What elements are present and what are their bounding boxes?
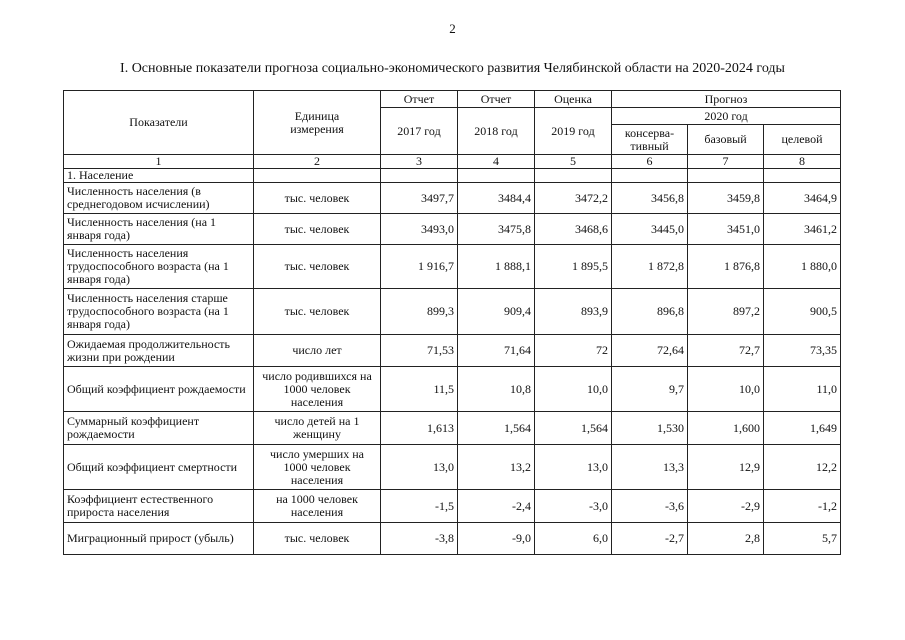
table-row bbox=[64, 523, 841, 555]
table-row bbox=[64, 412, 841, 445]
row-value: 3484,4 bbox=[458, 183, 535, 214]
row-value: 1 872,8 bbox=[612, 245, 688, 289]
row-value: 3459,8 bbox=[688, 183, 764, 214]
section-title: 1. Население bbox=[64, 169, 254, 183]
row-value: 897,2 bbox=[688, 289, 764, 335]
table-row bbox=[64, 367, 841, 412]
row-value: 893,9 bbox=[535, 289, 612, 335]
row-value: 3445,0 bbox=[612, 214, 688, 245]
header-year-2020: 2020 год bbox=[612, 108, 841, 125]
row-value: 13,3 bbox=[612, 445, 688, 490]
row-unit: тыс. человек bbox=[254, 523, 381, 555]
row-value: 1 888,1 bbox=[458, 245, 535, 289]
table-row bbox=[64, 289, 841, 335]
row-unit: число родившихся на 1000 человек населения bbox=[254, 367, 381, 412]
table-row bbox=[64, 445, 841, 490]
section-row bbox=[64, 169, 841, 183]
row-unit: число детей на 1 женщину bbox=[254, 412, 381, 445]
table-row bbox=[64, 245, 841, 289]
row-indicator: Коэффициент естественного прироста населения bbox=[64, 490, 254, 523]
row-value: 1,564 bbox=[458, 412, 535, 445]
row-unit: тыс. человек bbox=[254, 245, 381, 289]
header-conservative: консерва-тивный bbox=[612, 125, 688, 155]
row-value: 6,0 bbox=[535, 523, 612, 555]
row-value: 5,7 bbox=[764, 523, 841, 555]
column-number: 2 bbox=[254, 155, 381, 169]
row-value: 3461,2 bbox=[764, 214, 841, 245]
row-unit: тыс. человек bbox=[254, 289, 381, 335]
row-value: 12,9 bbox=[688, 445, 764, 490]
row-unit: на 1000 человек населения bbox=[254, 490, 381, 523]
header-unit: Единица измерения bbox=[254, 91, 381, 155]
row-value: 11,0 bbox=[764, 367, 841, 412]
row-unit: тыс. человек bbox=[254, 183, 381, 214]
row-value: 896,8 bbox=[612, 289, 688, 335]
row-value: 71,64 bbox=[458, 335, 535, 367]
row-indicator: Общий коэффициент смертности bbox=[64, 445, 254, 490]
row-value: 3472,2 bbox=[535, 183, 612, 214]
column-number: 8 bbox=[764, 155, 841, 169]
row-value: 1 916,7 bbox=[381, 245, 458, 289]
row-value: -1,2 bbox=[764, 490, 841, 523]
row-value: 10,8 bbox=[458, 367, 535, 412]
column-number: 6 bbox=[612, 155, 688, 169]
header-year-2019: 2019 год bbox=[535, 108, 612, 155]
row-value: 1,600 bbox=[688, 412, 764, 445]
row-value: 1,564 bbox=[535, 412, 612, 445]
page-title: I. Основные показатели прогноза социально-экономического развития Челябинской области на 2020-2024 годы bbox=[120, 61, 785, 76]
row-value: -3,6 bbox=[612, 490, 688, 523]
indicators-table bbox=[63, 90, 841, 555]
row-value: 3456,8 bbox=[612, 183, 688, 214]
row-value: -2,7 bbox=[612, 523, 688, 555]
column-number: 7 bbox=[688, 155, 764, 169]
row-value: 72,64 bbox=[612, 335, 688, 367]
column-numbers-row bbox=[64, 155, 841, 169]
row-value: -2,4 bbox=[458, 490, 535, 523]
row-value: 3493,0 bbox=[381, 214, 458, 245]
row-value: 73,35 bbox=[764, 335, 841, 367]
header-indicators: Показатели bbox=[64, 91, 254, 155]
row-value: 909,4 bbox=[458, 289, 535, 335]
table-row bbox=[64, 214, 841, 245]
column-number: 4 bbox=[458, 155, 535, 169]
row-indicator: Миграционный прирост (убыль) bbox=[64, 523, 254, 555]
table-header bbox=[64, 91, 841, 155]
row-value: -3,0 bbox=[535, 490, 612, 523]
header-basic: базовый bbox=[688, 125, 764, 155]
row-value: 72 bbox=[535, 335, 612, 367]
row-value: 10,0 bbox=[688, 367, 764, 412]
row-value: 3464,9 bbox=[764, 183, 841, 214]
row-indicator: Общий коэффициент рождаемости bbox=[64, 367, 254, 412]
header-estimate: Оценка bbox=[535, 91, 612, 108]
row-unit: тыс. человек bbox=[254, 214, 381, 245]
header-forecast: Прогноз bbox=[612, 91, 841, 108]
row-unit: число умерших на 1000 человек населения bbox=[254, 445, 381, 490]
row-indicator: Численность населения старше трудоспособного возраста (на 1 января года) bbox=[64, 289, 254, 335]
row-value: 1,649 bbox=[764, 412, 841, 445]
row-value: 13,0 bbox=[535, 445, 612, 490]
row-value: 72,7 bbox=[688, 335, 764, 367]
row-value: 3451,0 bbox=[688, 214, 764, 245]
header-report-1: Отчет bbox=[381, 91, 458, 108]
row-value: 1 876,8 bbox=[688, 245, 764, 289]
column-number: 1 bbox=[64, 155, 254, 169]
row-value: 10,0 bbox=[535, 367, 612, 412]
row-value: 11,5 bbox=[381, 367, 458, 412]
table-row bbox=[64, 490, 841, 523]
row-indicator: Ожидаемая продолжительность жизни при рождении bbox=[64, 335, 254, 367]
row-value: 900,5 bbox=[764, 289, 841, 335]
row-value: -9,0 bbox=[458, 523, 535, 555]
row-value: 13,0 bbox=[381, 445, 458, 490]
row-value: 13,2 bbox=[458, 445, 535, 490]
row-value: 1 895,5 bbox=[535, 245, 612, 289]
header-year-2018: 2018 год bbox=[458, 108, 535, 155]
header-report-2: Отчет bbox=[458, 91, 535, 108]
row-value: -3,8 bbox=[381, 523, 458, 555]
table-row bbox=[64, 183, 841, 214]
row-value: -1,5 bbox=[381, 490, 458, 523]
header-year-2017: 2017 год bbox=[381, 108, 458, 155]
page-number: 2 bbox=[449, 21, 456, 36]
row-value: 71,53 bbox=[381, 335, 458, 367]
row-value: 3475,8 bbox=[458, 214, 535, 245]
row-value: 1,613 bbox=[381, 412, 458, 445]
row-indicator: Численность населения (в среднегодовом исчислении) bbox=[64, 183, 254, 214]
row-value: 1 880,0 bbox=[764, 245, 841, 289]
row-value: 3468,6 bbox=[535, 214, 612, 245]
row-value: -2,9 bbox=[688, 490, 764, 523]
row-indicator: Численность населения (на 1 января года) bbox=[64, 214, 254, 245]
row-value: 12,2 bbox=[764, 445, 841, 490]
table-body bbox=[64, 155, 841, 555]
row-unit: число лет bbox=[254, 335, 381, 367]
column-number: 3 bbox=[381, 155, 458, 169]
row-value: 2,8 bbox=[688, 523, 764, 555]
table-row bbox=[64, 335, 841, 367]
row-value: 899,3 bbox=[381, 289, 458, 335]
header-target: целевой bbox=[764, 125, 841, 155]
row-indicator: Суммарный коэффициент рождаемости bbox=[64, 412, 254, 445]
row-indicator: Численность населения трудоспособного возраста (на 1 января года) bbox=[64, 245, 254, 289]
row-value: 1,530 bbox=[612, 412, 688, 445]
row-value: 9,7 bbox=[612, 367, 688, 412]
column-number: 5 bbox=[535, 155, 612, 169]
row-value: 3497,7 bbox=[381, 183, 458, 214]
